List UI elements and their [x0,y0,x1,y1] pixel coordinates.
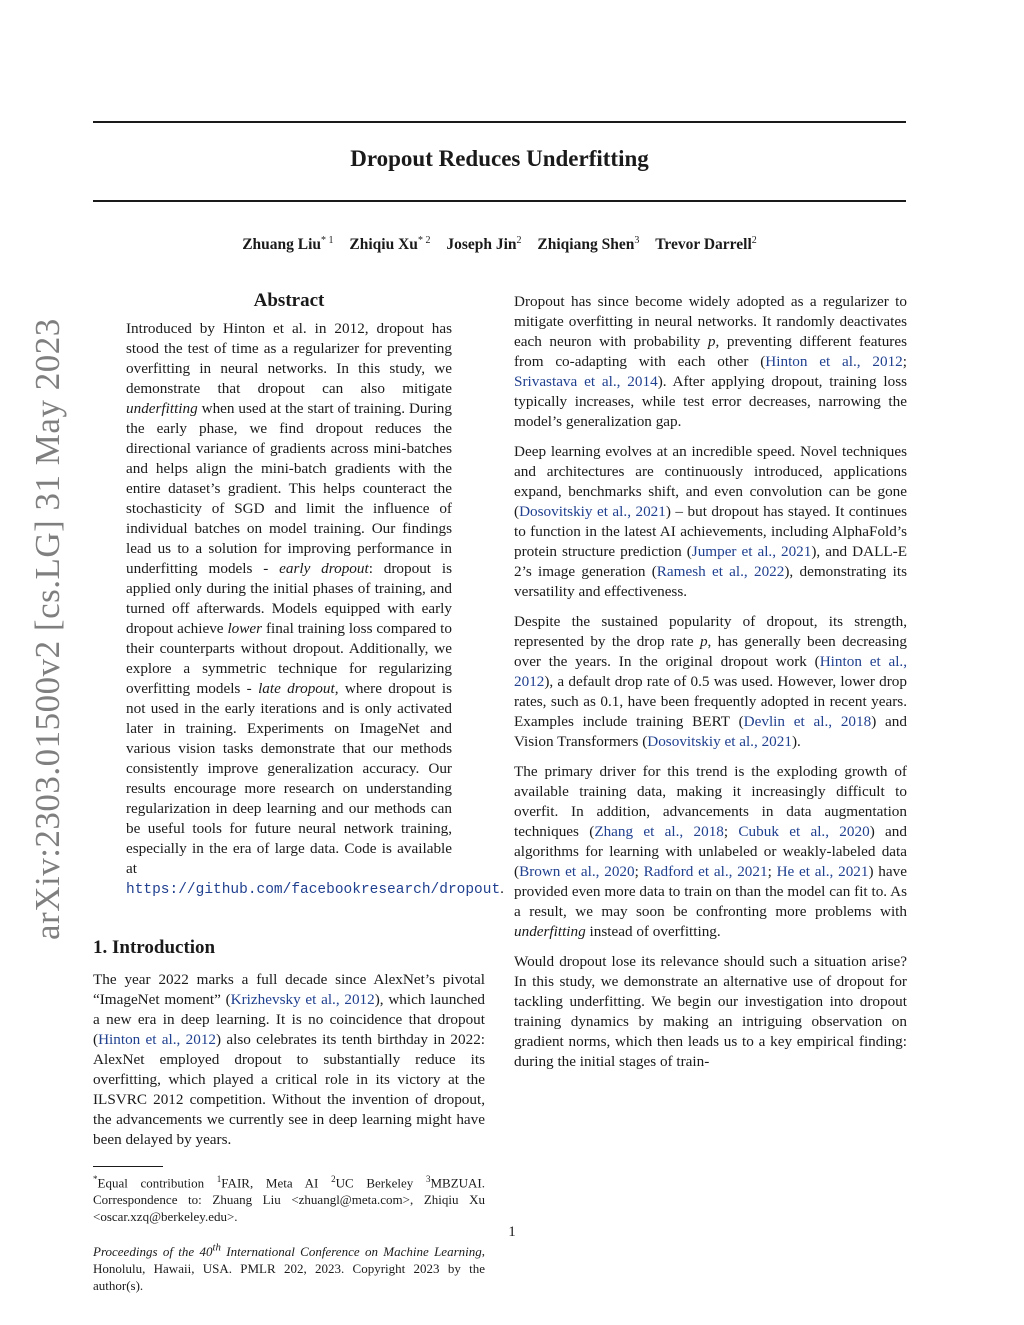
arxiv-side-label: arXiv:2303.01500v2 [cs.LG] 31 May 2023 [28,318,67,940]
footnote-affiliations: *Equal contribution $^1$FAIR, Meta AI $^2$UC Berkeley $^3$MBZUAI. Correspondence to: Zhuang Liu <zhuangl@meta.com>, Zhiqiu Xu <oscar.xzq@berkeley.edu>. [93,1174,485,1225]
intro-paragraph-4: Despite the sustained popularity of dropout, its strength, represented by the drop rate p, has generally been decreasing over the years. In the original dropout work (Hinton et al., 2012), a default drop rate of 0.5 was used. However, lower drop rates, such as 0.1, have been frequently adopted in recent years. Examples include training BERT (Devlin et al., 2018) and Vision Transformers (Dosovitskiy et al., 2021). [514,613,908,750]
title-top-rule [93,121,906,123]
citation-link[interactable]: Dosovitskiy et al., 2021 [519,503,666,520]
title-bottom-rule [93,200,906,202]
code-link[interactable]: https://github.com/facebookresearch/dropout [126,882,501,898]
author-list [93,235,906,254]
paper-title: Dropout Reduces Underfitting [350,146,649,171]
citation-link[interactable]: Srivastava et al., 2014 [514,373,658,390]
abstract-text: Introduced by Hinton et al. in 2012, dropout has stood the test of time as a regularizer for preventing overfitting in neural networks. In this study, we demonstrate that dropout can also mitigate underfitting when used at the start of training. During the early phase, we find dropout reduces the directional variance of gradients across mini-batches and helps align the mini-batch gradients with the entire dataset’s gradient. This helps counteract the stochasticity of SGD and limit the influence of individual batches on model training. Our findings lead us to a solution for improving performance in underfitting models - early dropout: dropout is applied only during the initial phases of training, and turned off afterwards. Models equipped with early dropout achieve lower final training loss compared to their counterparts without dropout. Additionally, we explore a symmetric technique for regularizing overfitting models - late dropout, where dropout is not used in the early iterations and is only activated later in training. Experiments on ImageNet and various vision tasks demonstrate that our methods consistently improve generalization accuracy. Our results encourage more research on understanding regularization in deep learning and our methods can be useful tools for future neural network training, especially in the era of large data. Code is available at https://github.com/facebookresearch/dropout. [126,320,504,898]
citation-link[interactable]: Zhang et al., 2018 [594,823,724,840]
footnote-rule [93,1166,163,1167]
author: Trevor Darrell$^2$ [655,235,757,254]
page-number: 1 [508,1224,516,1240]
citation-link[interactable]: Jumper et al., 2021 [691,543,812,560]
abstract-heading: Abstract [253,290,325,311]
citation-link[interactable]: Devlin et al., 2018 [743,713,872,730]
intro-paragraph-6: Would dropout lose its relevance should such a situation arise? In this study, we demonstrate an alternative use of dropout for tackling underfitting. We begin our investigation into dropout training dynamics by making an intriguing observation on gradient norms, which then leads us to a key empirical finding: during the initial stages of train- [514,953,907,1070]
citation-link[interactable]: Ramesh et al., 2022 [656,563,785,580]
proceedings-note: Proceedings of the 40th International Conference on Machine Learning, Honolulu, Hawaii, USA. PMLR 202, 2023. Copyright 2023 by the author(s). [93,1241,485,1293]
author: Zhiqiu Xu$^{* 2}$ [349,235,431,254]
citation-link[interactable]: Cubuk et al., 2020 [738,823,870,840]
author: Zhiqiang Shen$^3$ [537,235,640,254]
intro-paragraph-5: The primary driver for this trend is the exploding growth of available training data, making it increasingly difficult to overfit. In addition, advancements in data augmentation techniques (Zhang et al., 2018; Cubuk et al., 2020) and algorithms for learning with unlabeled or weakly-labeled data (Brown et al., 2020; Radford et al., 2021; He et al., 2021) have provided even more data to train on than the model can fit to. As a result, we may soon be confronting more problems with underfitting instead of overfitting. [514,763,907,940]
citation-link[interactable]: Krizhevsky et al., 2012 [230,991,375,1008]
citation-link[interactable]: Radford et al., 2021 [643,863,768,880]
author: Joseph Jin$^2$ [446,235,522,254]
intro-paragraph-1: The year 2022 marks a full decade since AlexNet’s pivotal “ImageNet moment” (Krizhevsky et al., 2012), which launched a new era in deep learning. It is no coincidence that dropout (Hinton et al., 2012) also celebrates its tenth birthday in 2022: AlexNet employed dropout to substantially reduce its overfitting, which played a critical role in its victory at the ILSVRC 2012 competition. Without the invention of dropout, the advancements we currently see in deep learning might have been delayed by years. [93,971,486,1148]
citation-link[interactable]: Brown et al., 2020 [519,863,635,880]
citation-link[interactable]: He et al., 2021 [776,863,869,880]
left-column [93,289,504,1294]
right-column [514,292,907,1082]
intro-paragraph-3: Deep learning evolves at an incredible speed. Novel techniques and architectures are continuously introduced, applications expand, benchmarks shift, and even convolution can be gone (Dosovitskiy et al., 2021) – but dropout has stayed. It continues to function in the latest AI achievements, including AlphaFold’s protein structure prediction (Jumper et al., 2021), and DALL-E 2’s image generation (Ramesh et al., 2022), demonstrating its versatility and effectiveness. [514,443,907,600]
citation-link[interactable]: Hinton et al., 2012 [98,1031,217,1048]
author: Zhuang Liu$^{* 1}$ [242,235,334,254]
intro-paragraph-2: Dropout has since become widely adopted as a regularizer to mitigate overfitting in neural networks. It randomly deactivates each neuron with probability p, preventing different features from co-adapting with each other (Hinton et al., 2012; Srivastava et al., 2014). After applying dropout, training loss typically increases, while test error decreases, narrowing the model’s generalization gap. [514,293,908,430]
citation-link[interactable]: Hinton et al., 2012 [765,353,903,370]
citation-link[interactable]: Dosovitskiy et al., 2021 [647,733,792,750]
section-heading-introduction: 1. Introduction [93,937,216,958]
citation-link[interactable]: Hinton et al., 2012 [514,653,908,690]
